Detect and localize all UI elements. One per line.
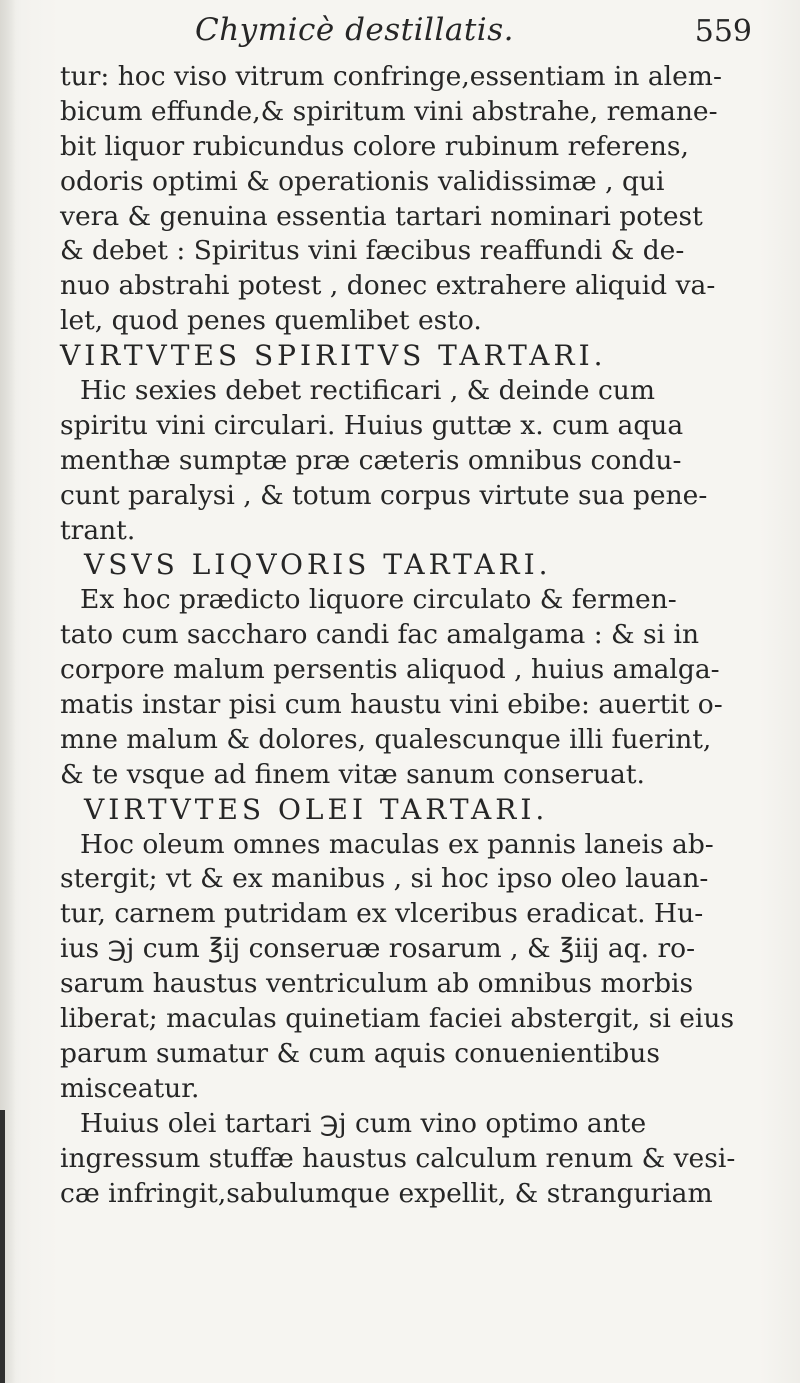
text-line: Hoc oleum omnes maculas ex pannis laneis ab- <box>80 828 714 860</box>
text-line: liberat; maculas quinetiam faciei abstergit, si eius <box>60 1003 735 1035</box>
text-line: ius ℈j cum ℥ij conseruæ rosarum , & ℥iij aq. ro- <box>60 933 696 965</box>
text-line: tur: hoc viso vitrum confringe,essentiam in alem- <box>60 61 722 92</box>
section-heading: VIRTVTES SPIRITVS TARTARI. <box>60 339 607 373</box>
text-line: bicum effunde,& spiritum vini abstrahe, remane- <box>60 95 718 127</box>
running-title: Chymicè destillatis. <box>195 12 514 48</box>
body-text <box>60 60 770 1211</box>
page-edge-mark <box>0 1110 5 1383</box>
text-line: vera & genuina essentia tartari nominari potest <box>60 200 703 232</box>
text-line: tato cum saccharo candi fac amalgama : & si in <box>60 619 700 651</box>
text-line: corpore malum persentis aliquod , huius amalga- <box>60 654 720 686</box>
section-heading: VSVS LIQVORIS TARTARI. <box>84 548 552 582</box>
text-line: Huius olei tartari ℈j cum vino optimo ante <box>80 1107 647 1139</box>
text-line: let, quod penes quemlibet esto. <box>60 305 482 337</box>
text-line: & debet : Spiritus vini fæcibus reaffundi & de- <box>60 235 685 267</box>
text-line: sarum haustus ventriculum ab omnibus morbis <box>60 968 694 1000</box>
text-line: trant. <box>60 514 136 546</box>
running-head <box>70 12 770 52</box>
text-line: menthæ sumptæ præ cæteris omnibus condu- <box>60 444 682 476</box>
text-line: mne malum & dolores, qualescunque illi fuerint, <box>60 723 712 755</box>
text-line: parum sumatur & cum aquis conuenientibus <box>60 1037 660 1069</box>
text-line: ingressum stuffæ haustus calculum renum & vesi- <box>60 1142 736 1174</box>
text-line: & te vsque ad finem vitæ sanum conseruat. <box>60 758 645 790</box>
text-line: Hic sexies debet rectificari , & deinde cum <box>80 375 655 407</box>
page-number: 559 <box>694 14 752 49</box>
text-line: nuo abstrahi potest , donec extrahere aliquid va- <box>60 270 716 302</box>
section-heading: VIRTVTES OLEI TARTARI. <box>84 792 549 826</box>
text-line: bit liquor rubicundus colore rubinum referens, <box>60 130 689 162</box>
text-line: Ex hoc prædicto liquore circulato & fermen- <box>80 584 677 616</box>
text-line: misceatur. <box>60 1072 200 1104</box>
text-line: matis instar pisi cum haustu vini ebibe: auertit o- <box>60 689 723 721</box>
text-line: stergit; vt & ex manibus , si hoc ipso oleo lauan- <box>60 863 709 895</box>
text-line: cæ infringit,sabulumque expellit, & stranguriam <box>60 1177 713 1209</box>
text-line: tur, carnem putridam ex vlceribus eradicat. Hu- <box>60 898 704 930</box>
text-line: spiritu vini circulari. Huius guttæ x. cum aqua <box>60 409 684 441</box>
text-line: cunt paralysi , & totum corpus virtute sua pene- <box>60 479 708 511</box>
text-line: odoris optimi & operationis validissimæ , qui <box>60 165 665 197</box>
